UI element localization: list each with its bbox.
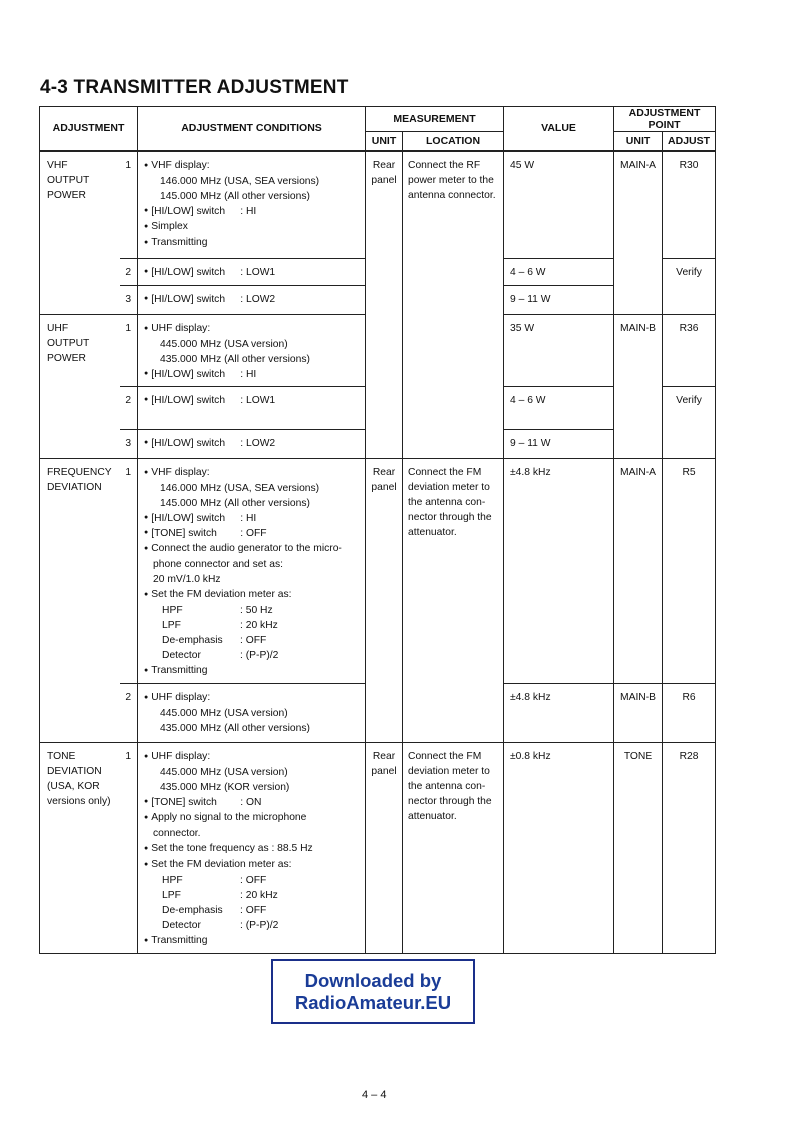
page-title: 4-3 TRANSMITTER ADJUSTMENT — [40, 77, 349, 98]
measurement-location: Connect the RF power meter to the antenna connector. — [403, 151, 504, 459]
conditions: ● UHF display: 445.000 MHz (USA version) 435.000 MHz (All other versions) — [138, 684, 366, 743]
adjustment-point-adjust: Verify — [663, 259, 716, 315]
conditions: ● [HI/LOW] switch : LOW1 — [138, 387, 366, 430]
step-number: 2 — [120, 259, 138, 286]
adjustment-point-adjust: Verify — [663, 387, 716, 459]
header-measurement: MEASUREMENT — [366, 107, 504, 132]
step-number: 1 — [120, 151, 138, 259]
header-location: LOCATION — [403, 132, 504, 151]
download-banner — [271, 959, 475, 1024]
step-number: 1 — [120, 459, 138, 684]
adjustment-point-unit: MAIN-B — [614, 684, 663, 743]
measurement-location: Connect the FM deviation meter to the antenna con- nector through the attenuator. — [403, 743, 504, 954]
banner-line-1: Downloaded by — [304, 969, 442, 991]
adjustment-point-unit: MAIN-A — [614, 151, 663, 315]
value: ±0.8 kHz — [504, 743, 614, 954]
conditions: ● [HI/LOW] switch : LOW2 — [138, 286, 366, 315]
header-conditions: ADJUSTMENT CONDITIONS — [138, 107, 366, 151]
value: 4 – 6 W — [504, 387, 614, 430]
step-number: 3 — [120, 286, 138, 315]
adjustment-point-adjust: R5 — [663, 459, 716, 684]
conditions: ● UHF display: 445.000 MHz (USA version) 435.000 MHz (KOR version) ● [TONE] switch : ON ● Apply no signal to the microphone connector. ● Set the tone frequency as : 88.5 Hz ● Set the FM deviation meter as: HPF : OFF LPF : 20 kHz De-emphasis : OFF Detector : (P-P)/2 ● Transmitting — [138, 743, 366, 954]
value: ±4.8 kHz — [504, 684, 614, 743]
header-value: VALUE — [504, 107, 614, 151]
value: 9 – 11 W — [504, 286, 614, 315]
adjustment-frequency-deviation: FREQUENCY DEVIATION — [40, 459, 120, 743]
conditions: ● UHF display: 445.000 MHz (USA version) 435.000 MHz (All other versions) ● [HI/LOW] switch : HI — [138, 315, 366, 387]
step-number: 1 — [120, 315, 138, 387]
adjustment-point-unit: TONE — [614, 743, 663, 954]
step-number: 2 — [120, 684, 138, 743]
conditions: ● VHF display: 146.000 MHz (USA, SEA versions) 145.000 MHz (All other versions) ● [HI/LOW] switch : HI ● [TONE] switch : OFF ● Connect the audio generator to the micro- phone connector and set as: 20 mV/1.0 kHz ● Set the FM deviation meter as: HPF : 50 Hz LPF : 20 kHz De-emphasis : OFF Detector : (P-P)/2 ● Transmitting — [138, 459, 366, 684]
adjustment-point-adjust: R36 — [663, 315, 716, 387]
adjustment-point-adjust: R6 — [663, 684, 716, 743]
value: ±4.8 kHz — [504, 459, 614, 684]
adjustment-point-unit: MAIN-A — [614, 459, 663, 684]
conditions: ● VHF display: 146.000 MHz (USA, SEA versions) 145.000 MHz (All other versions) ● [HI/LOW] switch : HI ● Simplex ● Transmitting — [138, 151, 366, 259]
measurement-unit: Rear panel — [366, 459, 403, 743]
value: 35 W — [504, 315, 614, 387]
header-unit: UNIT — [366, 132, 403, 151]
measurement-unit: Rear panel — [366, 151, 403, 459]
adjustment-tone-deviation: TONE DEVIATION (USA, KOR versions only) — [40, 743, 120, 954]
step-number: 3 — [120, 430, 138, 459]
adjustment-vhf-output-power: VHF OUTPUT POWER — [40, 151, 120, 315]
value: 4 – 6 W — [504, 259, 614, 286]
header-ap-adjust: ADJUST — [663, 132, 716, 151]
step-number: 2 — [120, 387, 138, 430]
conditions: ● [HI/LOW] switch : LOW1 — [138, 259, 366, 286]
header-adjustment-point: ADJUSTMENT POINT — [614, 107, 716, 132]
transmitter-adjustment-table — [39, 106, 716, 954]
adjustment-uhf-output-power: UHF OUTPUT POWER — [40, 315, 120, 459]
measurement-unit: Rear panel — [366, 743, 403, 954]
conditions: ● [HI/LOW] switch : LOW2 — [138, 430, 366, 459]
value: 9 – 11 W — [504, 430, 614, 459]
adjustment-point-unit: MAIN-B — [614, 315, 663, 459]
value: 45 W — [504, 151, 614, 259]
header-adjustment: ADJUSTMENT — [40, 107, 138, 151]
banner-line-2: RadioAmateur.EU — [294, 991, 452, 1013]
page-number: 4 – 4 — [362, 1089, 387, 1101]
measurement-location: Connect the FM deviation meter to the antenna con- nector through the attenuator. — [403, 459, 504, 743]
adjustment-point-adjust: R30 — [663, 151, 716, 259]
step-number: 1 — [120, 743, 138, 954]
header-ap-unit: UNIT — [614, 132, 663, 151]
adjustment-point-adjust: R28 — [663, 743, 716, 954]
